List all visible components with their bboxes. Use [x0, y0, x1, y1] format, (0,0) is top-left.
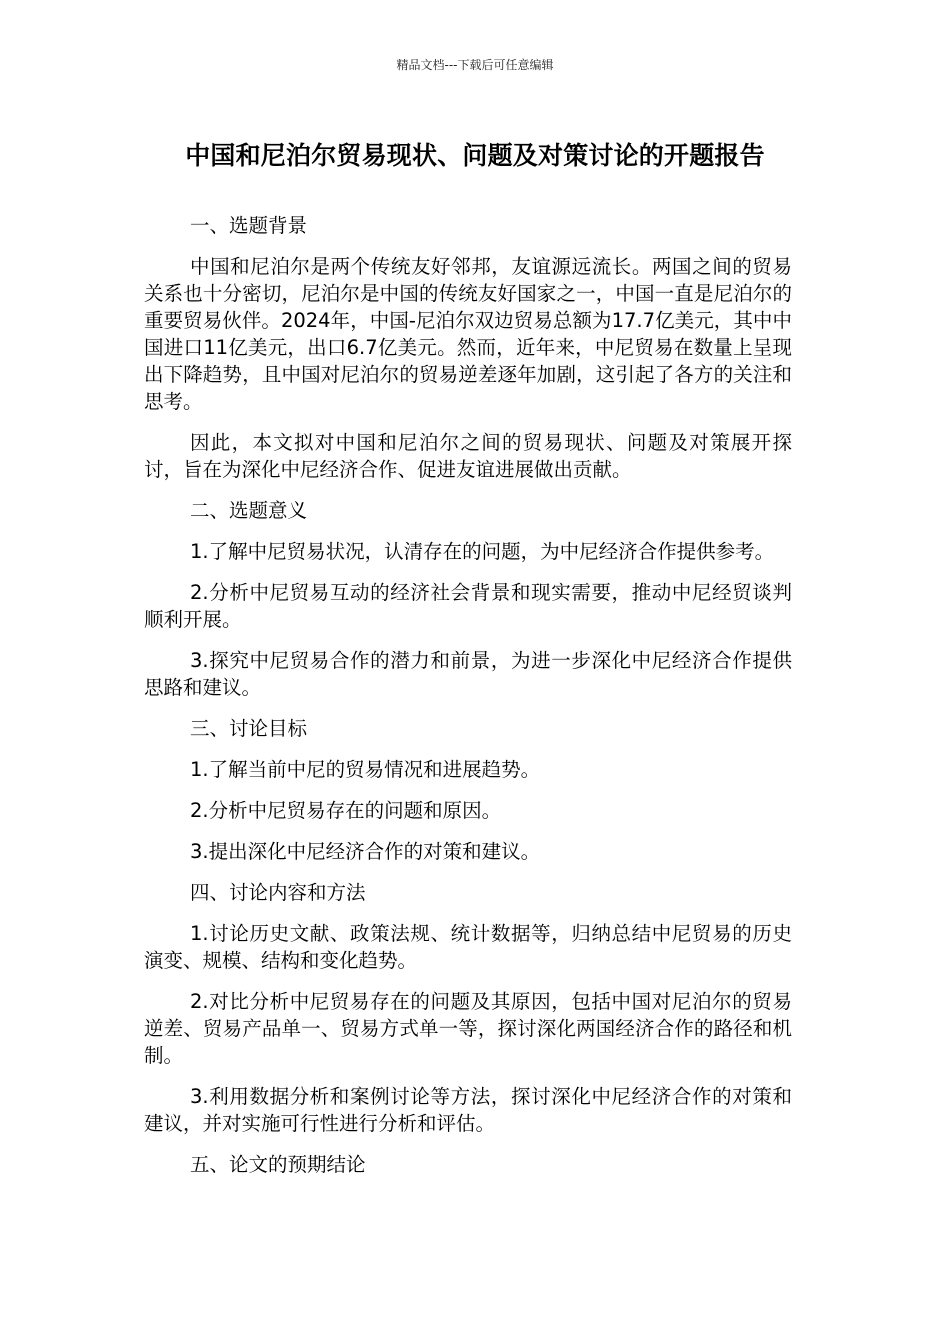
paragraph-background: 中国和尼泊尔是两个传统友好邻邦，友谊源远流长。两国之间的贸易关系也十分密切，尼泊尔是中国的传统友好国家之一，中国一直是尼泊尔的重要贸易伙伴。2024年，中国-尼泊尔双边贸易总额为17.7亿美元，其中中国进口11亿美元，出口6.7亿美元。然而，近年来，中尼贸易在数量上呈现出下降趋势，且中国对尼泊尔的贸易逆差逐年加剧，这引起了各方的关注和思考。 — [144, 255, 792, 413]
paragraph-purpose: 因此，本文拟对中国和尼泊尔之间的贸易现状、问题及对策展开探讨，旨在为深化中尼经济合作、促进友谊进展做出贡献。 — [144, 431, 792, 481]
list-item-method-1: 1.讨论历史文献、政策法规、统计数据等，归纳总结中尼贸易的历史演变、规模、结构和变化趋势。 — [144, 922, 792, 972]
page-header-watermark: 精品文档---下载后可任意编辑 — [396, 58, 554, 72]
list-item-method-3: 3.利用数据分析和案例讨论等方法，探讨深化中尼经济合作的对策和建议，并对实施可行性进行分析和评估。 — [144, 1085, 792, 1135]
section-heading-background: 一、选题背景 — [190, 214, 308, 237]
list-item-goal-1: 1.了解当前中尼的贸易情况和进展趋势。 — [190, 758, 541, 781]
list-item-significance-1: 1.了解中尼贸易状况，认清存在的问题，为中尼经济合作提供参考。 — [190, 540, 775, 563]
document-title: 中国和尼泊尔贸易现状、问题及对策讨论的开题报告 — [185, 141, 765, 170]
document-body — [144, 212, 792, 1192]
section-heading-significance: 二、选题意义 — [190, 499, 308, 522]
list-item-goal-2: 2.分析中尼贸易存在的问题和原因。 — [190, 799, 502, 822]
list-item-significance-2: 2.分析中尼贸易互动的经济社会背景和现实需要，推动中尼经贸谈判顺利开展。 — [144, 581, 792, 631]
list-item-method-2: 2.对比分析中尼贸易存在的问题及其原因，包括中国对尼泊尔的贸易逆差、贸易产品单一、贸易方式单一等，探讨深化两国经济合作的路径和机制。 — [144, 990, 792, 1067]
section-heading-expected-conclusion: 五、论文的预期结论 — [190, 1153, 366, 1176]
section-heading-content-methods: 四、讨论内容和方法 — [190, 881, 366, 904]
list-item-significance-3: 3.探究中尼贸易合作的潜力和前景，为进一步深化中尼经济合作提供思路和建议。 — [144, 649, 792, 699]
list-item-goal-3: 3.提出深化中尼经济合作的对策和建议。 — [190, 840, 541, 863]
section-heading-goals: 三、讨论目标 — [190, 717, 308, 740]
